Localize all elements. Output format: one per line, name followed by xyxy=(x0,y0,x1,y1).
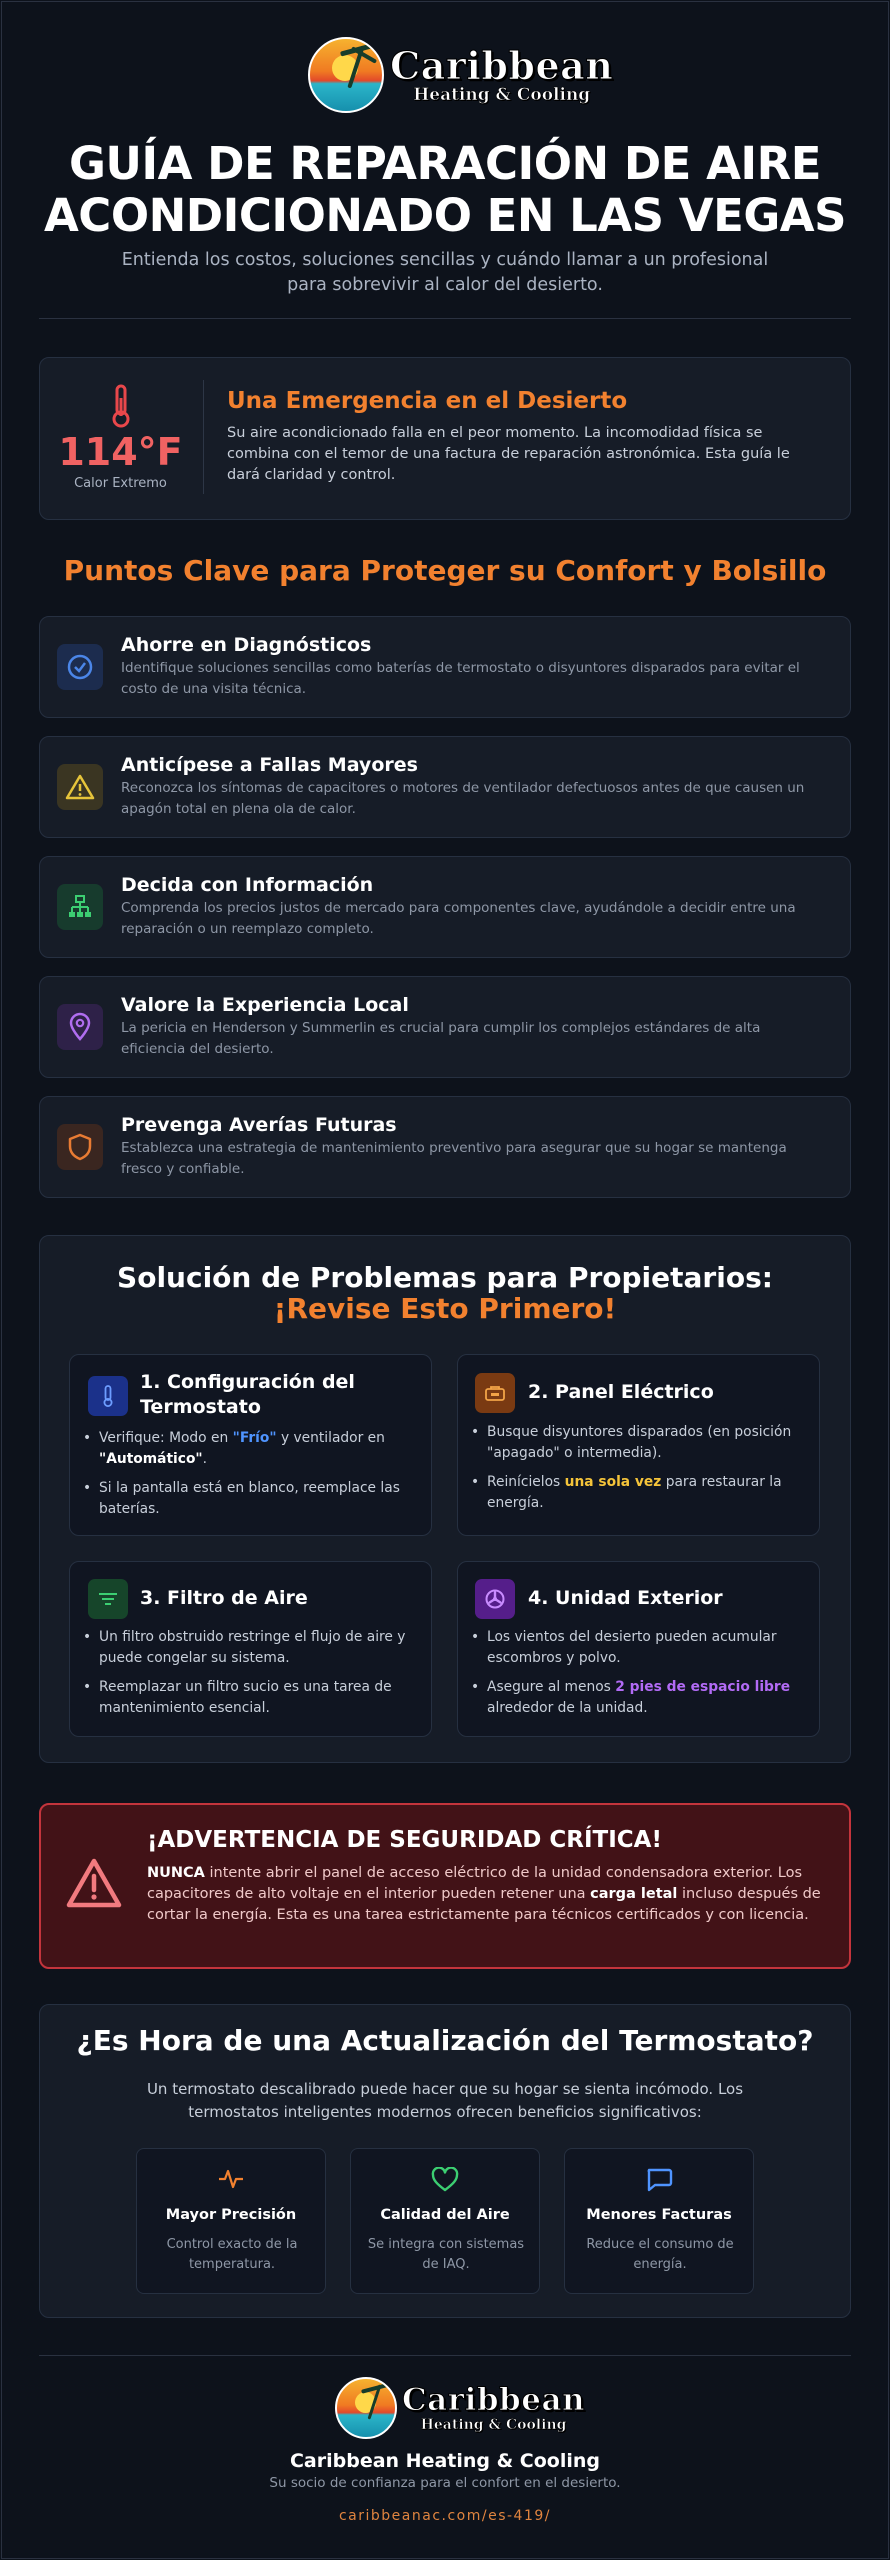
upgrade-body: Un termostato descalibrado puede hacer que su hogar se sienta incómodo. Los termostatos inteligentes modernos ofrecen beneficios significativos: xyxy=(146,2080,744,2121)
page-title: GUÍA DE REPARACIÓN DE AIRE ACONDICIONADO EN LAS VEGAS xyxy=(43,137,847,242)
benefit-card xyxy=(350,2148,540,2294)
page-subtitle: Entienda los costos, soluciones sencillas y cuándo llamar a un profesional para sobrevivir al calor del desierto. xyxy=(121,250,769,295)
footer-logo[interactable] xyxy=(335,2377,585,2439)
temperature-label: Calor Extremo xyxy=(74,476,167,491)
benefit-card xyxy=(136,2148,326,2294)
divider xyxy=(39,2355,851,2356)
check-card-title: 1. Configuración del Termostato xyxy=(140,1371,355,1418)
key-point-desc: Identifique soluciones sencillas como baterías de termostato o disyuntores disparados para evitar el costo de una visita técnica. xyxy=(121,660,800,697)
list-item: • Busque disyuntores disparados (en posición "apagado" o intermedia). xyxy=(467,1422,807,1464)
check-list xyxy=(467,1422,807,1522)
benefit-desc: Control exacto de la temperatura. xyxy=(166,2237,298,2272)
warning-triangle-icon xyxy=(57,764,103,810)
key-point-title: Prevenga Averías Futuras xyxy=(121,1114,397,1136)
activity-icon xyxy=(137,2167,325,2191)
footer-link[interactable]: caribbeanac.com/es-419/ xyxy=(338,2508,551,2524)
logo-name: Caribbean xyxy=(402,2381,586,2418)
benefit-desc: Reduce el consumo de energía. xyxy=(586,2237,734,2272)
check-circle-icon xyxy=(57,644,103,690)
warning-body: NUNCA intente abrir el panel de acceso eléctrico de la unidad condensadora exterior. Los capacitores de alto voltaje en el interior pueden retener una carga letal incluso después de cortar la energía. Esta es una tarea estrictamente para técnicos certificados y con licencia. xyxy=(147,1865,821,1923)
key-point-desc: Reconozca los síntomas de capacitores o motores de ventilador defectuosos antes de que causen un apagón total en plena ola de calor. xyxy=(121,780,805,817)
check-card-title: 2. Panel Eléctrico xyxy=(528,1381,714,1403)
key-point-title: Decida con Información xyxy=(121,874,374,896)
emergency-title: Una Emergencia en el Desierto xyxy=(227,388,628,414)
list-item: • Los vientos del desierto pueden acumular escombros y polvo. xyxy=(467,1627,807,1669)
benefit-title: Menores Facturas xyxy=(586,2207,732,2223)
thermometer-icon xyxy=(88,1376,128,1416)
benefit-card xyxy=(564,2148,754,2294)
heart-icon xyxy=(351,2167,539,2193)
logo-name: Caribbean xyxy=(390,42,614,88)
key-point-title: Valore la Experiencia Local xyxy=(121,994,409,1016)
benefit-desc: Se integra con sistemas de IAQ. xyxy=(367,2237,525,2272)
header-logo[interactable] xyxy=(308,37,613,113)
list-item: • Si la pantalla está en blanco, reemplace las baterías. xyxy=(79,1478,419,1520)
logo-emblem xyxy=(308,37,384,113)
warning-title: ¡ADVERTENCIA DE SEGURIDAD CRÍTICA! xyxy=(147,1827,662,1853)
shield-icon xyxy=(57,1124,103,1170)
upgrade-title: ¿Es Hora de una Actualización del Termostato? xyxy=(76,2024,814,2057)
footer-company-name: Caribbean Heating & Cooling xyxy=(289,2450,601,2472)
vertical-divider xyxy=(203,380,204,494)
thermometer-icon xyxy=(110,384,132,432)
key-point-desc: Comprenda los precios justos de mercado para componentes clave, ayudándole a decidir entre una reparación o un reemplazo completo. xyxy=(121,900,796,937)
benefit-title: Calidad del Aire xyxy=(380,2207,510,2223)
key-point-desc: Establezca una estrategia de mantenimiento preventivo para asegurar que su hogar se mantenga fresco y confiable. xyxy=(121,1140,787,1177)
footer-tagline: Su socio de confianza para el confort en el desierto. xyxy=(269,2475,621,2491)
electrical-panel-icon xyxy=(475,1373,515,1413)
temperature-value: 114°F xyxy=(58,430,183,474)
chat-bubble-icon xyxy=(565,2167,753,2193)
logo-subtitle: Heating & Cooling xyxy=(413,84,591,105)
logo-subtitle: Heating & Cooling xyxy=(420,2416,567,2433)
map-pin-icon xyxy=(57,1004,103,1050)
network-icon xyxy=(57,884,103,930)
filter-icon xyxy=(88,1579,128,1619)
check-card-title: 3. Filtro de Aire xyxy=(140,1587,308,1609)
troubleshoot-title: Solución de Problemas para Propietarios: ¡Revise Esto Primero! xyxy=(117,1261,773,1325)
check-list xyxy=(467,1627,807,1727)
divider xyxy=(39,318,851,319)
check-card-title: 4. Unidad Exterior xyxy=(528,1587,723,1609)
emergency-body: Su aire acondicionado falla en el peor momento. La incomodidad física se combina con el temor de una factura de reparación astronómica. Esta guía le dará claridad y control. xyxy=(227,425,790,483)
list-item: • Un filtro obstruido restringe el flujo de aire y puede congelar su sistema. xyxy=(79,1627,419,1669)
key-point-title: Ahorre en Diagnósticos xyxy=(121,634,372,656)
warning-triangle-icon xyxy=(65,1857,123,1913)
list-item: • Reinícielos una sola vez para restaurar la energía. xyxy=(467,1472,807,1514)
key-point-title: Anticípese a Fallas Mayores xyxy=(121,754,418,776)
key-points-title: Puntos Clave para Proteger su Confort y Bolsillo xyxy=(63,554,827,587)
key-point-desc: La pericia en Henderson y Summerlin es crucial para cumplir los complejos estándares de alta eficiencia del desierto. xyxy=(121,1020,761,1057)
list-item: • Asegure al menos 2 pies de espacio libre alrededor de la unidad. xyxy=(467,1677,807,1719)
list-item: • Reemplazar un filtro sucio es una tarea de mantenimiento esencial. xyxy=(79,1677,419,1719)
safety-warning-banner xyxy=(39,1803,851,1969)
check-list xyxy=(79,1428,419,1528)
check-list xyxy=(79,1627,419,1727)
benefit-title: Mayor Precisión xyxy=(165,2207,297,2223)
logo-emblem xyxy=(335,2377,397,2439)
list-item: • Verifique: Modo en "Frío" y ventilador en "Automático". xyxy=(79,1428,419,1470)
fan-icon xyxy=(475,1579,515,1619)
